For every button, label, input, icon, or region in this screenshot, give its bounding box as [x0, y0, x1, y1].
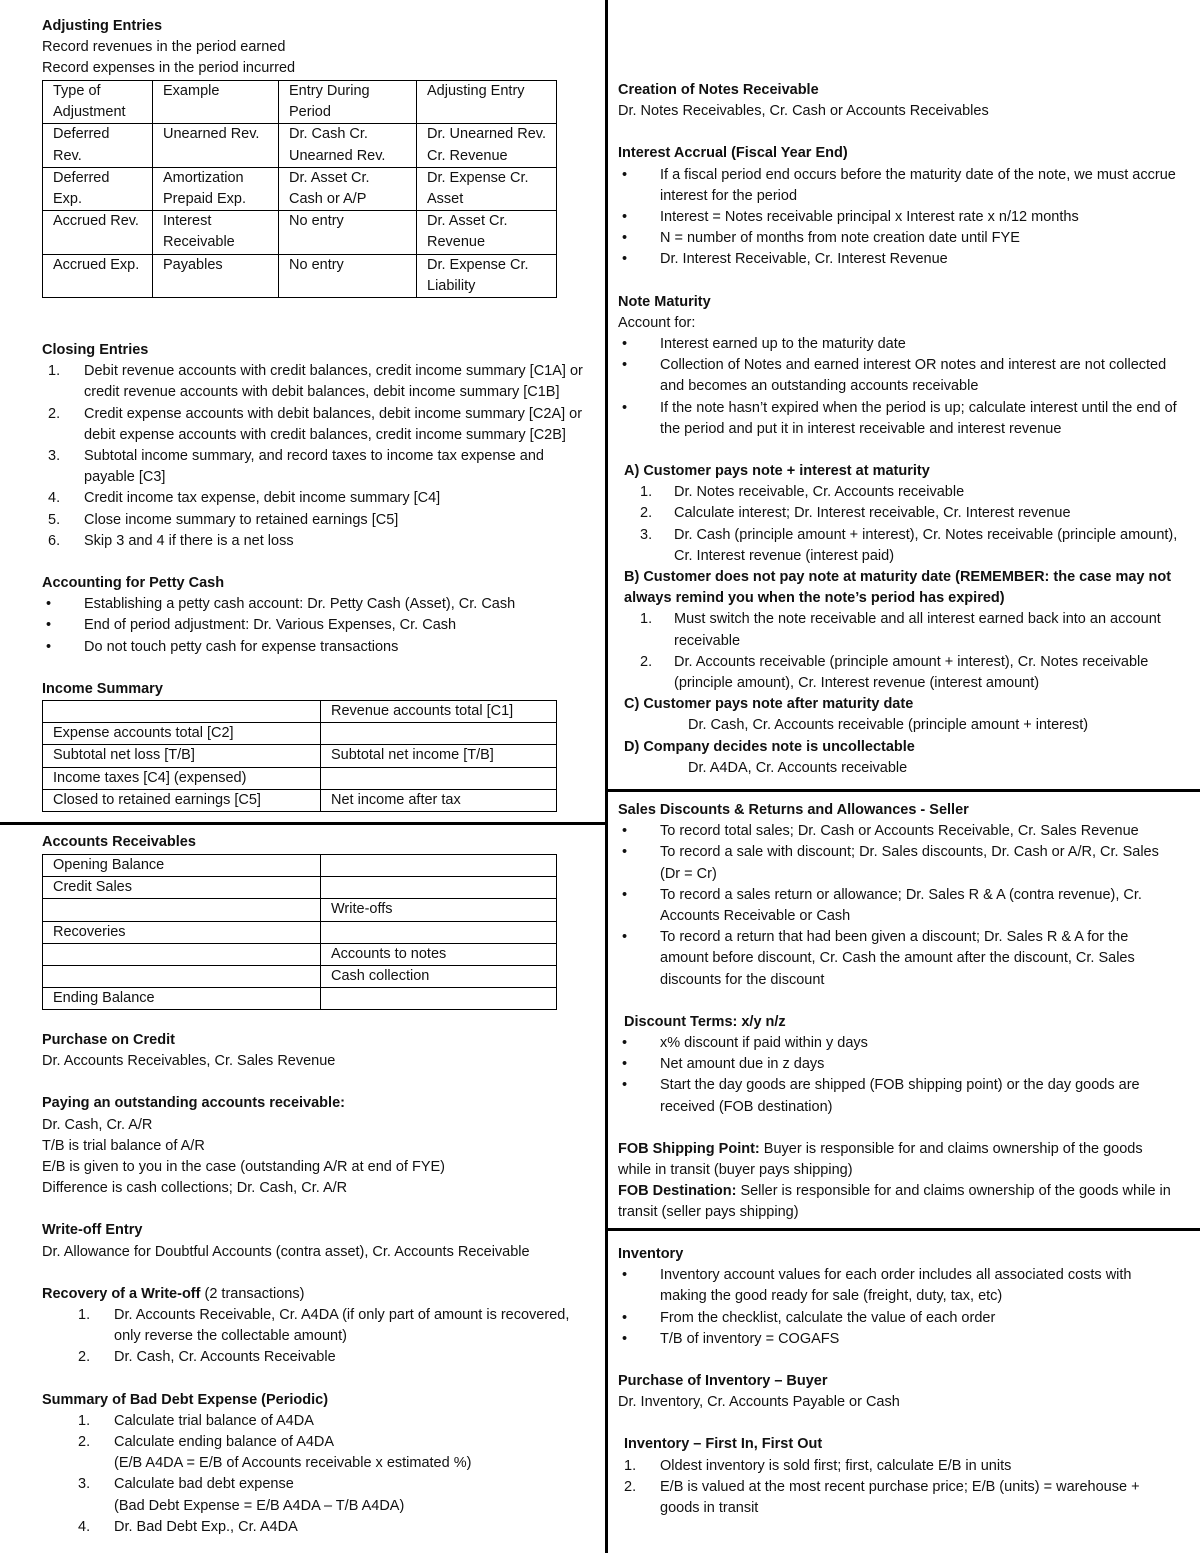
list-item: • T/B of inventory = COGAFS [618, 1329, 1178, 1350]
list-item: • Dr. Interest Receivable, Cr. Interest Revenue [618, 249, 1178, 270]
list-item: 3. Dr. Cash (principle amount + interest), Cr. Notes receivable (principle amount), Cr. Interest revenue (interest paid) [640, 526, 1178, 564]
table-cell: Write-offs [321, 899, 557, 921]
fob-shipping [618, 1139, 1178, 1181]
fob-dest-label: FOB Destination: [618, 1183, 737, 1200]
table-row [43, 921, 557, 943]
discount-terms-title: Discount Terms: x/y n/z [624, 1013, 786, 1030]
list-item: 2. Dr. Accounts receivable (principle amount + interest), Cr. Notes receivable (principle amount), Cr. Interest revenue (interest amount) [640, 653, 1149, 692]
table-cell: Payables [153, 254, 279, 297]
list-item: • Establishing a petty cash account: Dr. Petty Cash (Asset), Cr. Cash [42, 594, 592, 615]
table-row [43, 745, 557, 767]
table-cell: Accounts to notes [321, 943, 557, 965]
list-item: 1. Oldest inventory is sold first; first, calculate E/B in units [624, 1457, 1012, 1474]
table-header-row [43, 81, 557, 124]
paying-ar-line: Difference is cash collections; Dr. Cash, Cr. A/R [42, 1180, 348, 1197]
list-item: 6. Skip 3 and 4 if there is a net loss [48, 532, 294, 549]
table-cell [43, 701, 321, 723]
closing-list [42, 361, 592, 552]
writeoff-title: Write-off Entry [42, 1222, 143, 1239]
adjusting-line1: Record revenues in the period earned [42, 39, 286, 56]
purchase-inv-line: Dr. Inventory, Cr. Accounts Payable or Cash [618, 1394, 900, 1411]
table-cell [321, 988, 557, 1010]
bad-debt-title: Summary of Bad Debt Expense (Periodic) [42, 1391, 329, 1408]
table-cell: Unearned Rev. [153, 124, 279, 167]
case-a-title: A) Customer pays note + interest at maturity [624, 463, 930, 480]
inventory-list [618, 1265, 1178, 1350]
list-item: • Interest earned up to the maturity date [618, 334, 1178, 355]
list-item: • Do not touch petty cash for expense transactions [42, 637, 592, 658]
left-lower-section [42, 1030, 592, 1538]
fifo-title: Inventory – First In, First Out [624, 1436, 823, 1453]
list-item: 1. Calculate trial balance of A4DA [78, 1412, 314, 1429]
table-row [43, 167, 557, 210]
section-divider-left [0, 822, 608, 825]
paying-ar-line: E/B is given to you in the case (outstanding A/R at end of FYE) [42, 1159, 446, 1176]
recovery-list [42, 1305, 592, 1369]
ar-section [42, 832, 592, 853]
table-cell [321, 767, 557, 789]
notes-section [618, 80, 1178, 779]
petty-list [42, 594, 592, 658]
column-divider [605, 0, 608, 1553]
fob-ship-label: FOB Shipping Point: [618, 1140, 760, 1157]
list-item: • If a fiscal period end occurs before the maturity date of the note, we must accrue interest for the period [618, 165, 1178, 207]
fifo-list [618, 1456, 1178, 1520]
ar-table [42, 854, 557, 1010]
table-cell: Interest Receivable [153, 211, 279, 254]
purchase-credit-title: Purchase on Credit [42, 1032, 175, 1048]
fob-dest-text: Seller is responsible for and claims ownership of the goods while in transit (seller pays shipping) [618, 1183, 1171, 1221]
table-cell: Dr. Cash Cr. Unearned Rev. [279, 124, 417, 167]
list-item: • If the note hasn’t expired when the period is up; calculate interest until the end of the period and put it in interest receivable and interest revenue [618, 398, 1178, 440]
adjusting-section [42, 16, 592, 80]
case-b-title: B) Customer does not pay note at maturity date (REMEMBER: the case may not always remind you when the note’s period has expired) [624, 569, 1172, 607]
table-cell: Expense accounts total [C2] [43, 723, 321, 745]
table-cell [43, 899, 321, 921]
recovery-title-suffix: (2 transactions) [200, 1285, 305, 1302]
notes-creation-title: Creation of Notes Receivable [618, 82, 819, 98]
table-header-cell: Entry During Period [279, 81, 417, 124]
table-cell [321, 855, 557, 877]
table-header-cell: Example [153, 81, 279, 124]
closing-section [42, 340, 592, 700]
list-item: 2. Credit expense accounts with debit balances, debit income summary [C2A] or debit expense accounts with credit balances, credit income summary [C2B] [48, 405, 583, 443]
section-divider-right-2 [605, 1228, 1200, 1231]
table-cell: Revenue accounts total [C1] [321, 701, 557, 723]
fob-destination [618, 1181, 1178, 1223]
interest-accrual-title: Interest Accrual (Fiscal Year End) [618, 145, 848, 162]
list-item: • N = number of months from note creation date until FYE [618, 228, 1178, 249]
income-summary-title: Income Summary [42, 680, 163, 697]
note-maturity-title: Note Maturity [618, 293, 711, 310]
table-cell: Deferred Exp. [43, 167, 153, 210]
case-d-line: Dr. A4DA, Cr. Accounts receivable [688, 759, 908, 776]
case-c-title: C) Customer pays note after maturity date [624, 696, 914, 713]
list-item: 2. Dr. Cash, Cr. Accounts Receivable [78, 1349, 336, 1366]
table-cell: Accrued Exp. [43, 254, 153, 297]
fob-ship-text: Buyer is responsible for and claims ownership of the goods while in transit (buyer pays shipping) [618, 1140, 1143, 1179]
table-row [43, 723, 557, 745]
table-header-cell: Type of Adjustment [43, 81, 153, 124]
inventory-section [618, 1244, 1178, 1519]
table-cell: Recoveries [43, 921, 321, 943]
list-item: • x% discount if paid within y days [618, 1033, 1178, 1054]
list-item: • From the checklist, calculate the value of each order [618, 1308, 1178, 1329]
adjusting-line2: Record expenses in the period incurred [42, 60, 296, 77]
list-item: 1. Dr. Accounts Receivable, Cr. A4DA (if only part of amount is recovered, only reverse the collectable amount) [78, 1307, 570, 1345]
table-cell: Subtotal net loss [T/B] [43, 745, 321, 767]
adjusting-table [42, 80, 557, 298]
table-cell: Dr. Expense Cr. Asset [417, 167, 557, 210]
notes-creation-line: Dr. Notes Receivables, Cr. Cash or Accounts Receivables [618, 103, 989, 120]
paying-ar-title: Paying an outstanding accounts receivable: [42, 1095, 345, 1112]
table-row [43, 789, 557, 811]
list-item: • Net amount due in z days [618, 1054, 1178, 1075]
table-cell: Net income after tax [321, 789, 557, 811]
table-row [43, 899, 557, 921]
sales-disc-list [618, 821, 1178, 991]
recovery-title: Recovery of a Write-off [42, 1285, 201, 1302]
table-cell: Accrued Rev. [43, 211, 153, 254]
case-d-title: D) Company decides note is uncollectable [624, 738, 915, 755]
table-row [43, 988, 557, 1010]
list-item: 2. E/B is valued at the most recent purchase price; E/B (units) = warehouse + goods in transit [624, 1478, 1140, 1517]
table-cell [43, 966, 321, 988]
table-cell: Deferred Rev. [43, 124, 153, 167]
table-cell: No entry [279, 254, 417, 297]
list-item: • Start the day goods are shipped (FOB shipping point) or the day goods are received (FOB destination) [618, 1075, 1178, 1117]
paying-ar-line: Dr. Cash, Cr. A/R [42, 1116, 153, 1133]
section-divider-right-1 [605, 789, 1200, 792]
table-cell: Subtotal net income [T/B] [321, 745, 557, 767]
inventory-title: Inventory [618, 1246, 684, 1262]
sales-section [618, 800, 1178, 1224]
case-a-list [618, 482, 1178, 567]
list-item: 2. Calculate ending balance of A4DA (E/B A4DA = E/B of Accounts receivable x estimated %) [78, 1434, 472, 1472]
table-cell [321, 723, 557, 745]
adjusting-title: Adjusting Entries [42, 18, 163, 34]
table-cell [321, 921, 557, 943]
table-cell: Cash collection [321, 966, 557, 988]
recovery-heading [42, 1284, 592, 1305]
table-row [43, 943, 557, 965]
closing-title: Closing Entries [42, 342, 149, 358]
table-cell: Dr. Expense Cr. Liability [417, 254, 557, 297]
table-cell: Dr. Asset Cr. Cash or A/P [279, 167, 417, 210]
list-item: 5. Close income summary to retained earnings [C5] [48, 511, 399, 528]
discount-terms-list [618, 1033, 1178, 1118]
table-cell: Closed to retained earnings [C5] [43, 789, 321, 811]
table-row [43, 877, 557, 899]
list-item: • To record a sales return or allowance; Dr. Sales R & A (contra revenue), Cr. Accounts Receivable or Cash [618, 885, 1178, 927]
table-cell [43, 943, 321, 965]
list-item: • To record a return that had been given a discount; Dr. Sales R & A for the amount before discount, Cr. Cash the amount after the discount, Cr. Sales discounts for the discount [618, 927, 1178, 991]
income-summary-table [42, 700, 557, 812]
table-row [43, 701, 557, 723]
table-row [43, 254, 557, 297]
purchase-inv-title: Purchase of Inventory – Buyer [618, 1373, 828, 1390]
case-b-list [618, 609, 1178, 694]
list-item: • Inventory account values for each order includes all associated costs with making the good ready for sale (freight, duty, tax, etc) [618, 1265, 1178, 1307]
writeoff-line: Dr. Allowance for Doubtful Accounts (contra asset), Cr. Accounts Receivable [42, 1243, 530, 1260]
list-item: • To record a sale with discount; Dr. Sales discounts, Dr. Cash or A/R, Cr. Sales (Dr = Cr) [618, 842, 1178, 884]
table-cell: Ending Balance [43, 988, 321, 1010]
list-item: • Collection of Notes and earned interest OR notes and interest are not collected and becomes an outstanding accounts receivable [618, 355, 1178, 397]
list-item: 4. Dr. Bad Debt Exp., Cr. A4DA [78, 1518, 298, 1535]
table-row [43, 211, 557, 254]
ar-title: Accounts Receivables [42, 834, 196, 850]
list-item: 1. Must switch the note receivable and all interest earned back into an account receivable [640, 611, 1161, 649]
table-row [43, 124, 557, 167]
note-maturity-list [618, 334, 1178, 440]
table-cell [321, 877, 557, 899]
list-item: 3. Calculate bad debt expense (Bad Debt Expense = E/B A4DA – T/B A4DA) [78, 1476, 405, 1514]
table-cell: Dr. Unearned Rev. Cr. Revenue [417, 124, 557, 167]
table-cell: No entry [279, 211, 417, 254]
table-row [43, 767, 557, 789]
table-cell: Income taxes [C4] (expensed) [43, 767, 321, 789]
list-item: 2. Calculate interest; Dr. Interest receivable, Cr. Interest revenue [640, 505, 1071, 522]
petty-title: Accounting for Petty Cash [42, 575, 225, 592]
case-c-line: Dr. Cash, Cr. Accounts receivable (principle amount + interest) [688, 717, 1089, 734]
table-cell: Dr. Asset Cr. Revenue [417, 211, 557, 254]
list-item: 1. Debit revenue accounts with credit balances, credit income summary [C1A] or credit revenue accounts with debit balances, debit income summary [C1B] [48, 363, 583, 401]
list-item: • End of period adjustment: Dr. Various Expenses, Cr. Cash [42, 615, 592, 636]
list-item: 1. Dr. Notes receivable, Cr. Accounts receivable [640, 484, 965, 501]
table-cell: Amortization Prepaid Exp. [153, 167, 279, 210]
table-header-cell: Adjusting Entry [417, 81, 557, 124]
purchase-credit-line: Dr. Accounts Receivables, Cr. Sales Revenue [42, 1053, 336, 1070]
list-item: • Interest = Notes receivable principal x Interest rate x n/12 months [618, 207, 1178, 228]
list-item: 4. Credit income tax expense, debit income summary [C4] [48, 490, 441, 507]
interest-accrual-list [618, 165, 1178, 271]
paying-ar-line: T/B is trial balance of A/R [42, 1137, 205, 1154]
note-maturity-intro: Account for: [618, 314, 696, 331]
list-item: • To record total sales; Dr. Cash or Accounts Receivable, Cr. Sales Revenue [618, 821, 1178, 842]
table-row [43, 966, 557, 988]
bad-debt-list [42, 1411, 592, 1538]
list-item: 3. Subtotal income summary, and record taxes to income tax expense and payable [C3] [48, 448, 544, 486]
sales-disc-title: Sales Discounts & Returns and Allowances - Seller [618, 802, 969, 818]
table-cell: Credit Sales [43, 877, 321, 899]
table-row [43, 855, 557, 877]
table-cell: Opening Balance [43, 855, 321, 877]
